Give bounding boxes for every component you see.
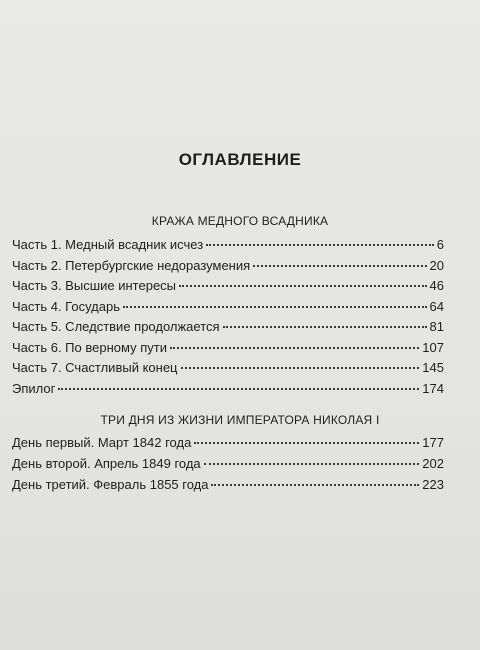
- toc-entry-page: 6: [436, 237, 444, 252]
- toc-entry: [12, 237, 444, 258]
- toc-entry: [12, 340, 444, 361]
- toc-entry-label: Эпилог: [12, 380, 56, 396]
- toc-entry: [12, 278, 444, 299]
- toc-entry-page: 107: [422, 339, 444, 355]
- toc-entry: [12, 319, 444, 340]
- toc-entry-page: 177: [422, 435, 444, 450]
- toc-entry-label: День третий. Февраль 1855 года: [12, 477, 209, 492]
- dot-leader: [181, 366, 420, 369]
- toc-entry-page: 64: [429, 298, 444, 314]
- dot-leader: [123, 305, 427, 308]
- toc-entry-label: Часть 5. Следствие продолжается: [12, 319, 220, 334]
- dot-leader: [194, 441, 419, 444]
- toc-entry-label: Часть 2. Петербургские недоразумения: [12, 257, 251, 273]
- toc-entry-label: Часть 3. Высшие интересы: [12, 278, 177, 293]
- section-title: КРАЖА МЕДНОГО ВСАДНИКА: [151, 214, 329, 228]
- toc-list: [12, 237, 444, 401]
- toc-entry-label: День второй. Апрель 1849 года: [12, 456, 201, 471]
- toc-entry-label: Часть 7. Счастливый конец: [12, 360, 178, 375]
- dot-leader: [253, 264, 426, 267]
- toc-entry-label: Часть 6. По верному пути: [12, 339, 167, 355]
- toc-entry-page: 145: [422, 360, 444, 375]
- dot-leader: [204, 462, 420, 465]
- toc-entry: [12, 456, 444, 477]
- dot-leader: [211, 483, 419, 486]
- page-title: ОГЛАВЛЕНИЕ: [178, 150, 302, 169]
- toc-entry-page: 174: [422, 380, 444, 396]
- toc-entry-label: День первый. Март 1842 года: [12, 435, 192, 450]
- dot-leader: [179, 284, 427, 287]
- dot-leader: [58, 387, 419, 390]
- dot-leader: [170, 346, 419, 349]
- toc-entry: [12, 258, 444, 279]
- toc-entry-page: 81: [429, 319, 444, 334]
- toc-entry-page: 223: [422, 477, 444, 492]
- toc-entry-label: Часть 4. Государь: [12, 298, 120, 314]
- toc-entry: [12, 299, 444, 320]
- toc-list: [12, 435, 444, 498]
- dot-leader: [206, 243, 434, 246]
- toc-entry: [12, 435, 444, 456]
- toc-entry: [12, 381, 444, 402]
- toc-entry-page: 46: [429, 278, 444, 293]
- toc-entry: [12, 477, 444, 498]
- toc-entry: [12, 360, 444, 381]
- toc-entry-page: 202: [422, 456, 444, 471]
- toc-entry-page: 20: [429, 257, 444, 273]
- dot-leader: [223, 325, 427, 328]
- toc-entry-label: Часть 1. Медный всадник исчез: [12, 237, 204, 252]
- section-title: ТРИ ДНЯ ИЗ ЖИЗНИ ИМПЕРАТОРА НИКОЛАЯ I: [100, 413, 380, 427]
